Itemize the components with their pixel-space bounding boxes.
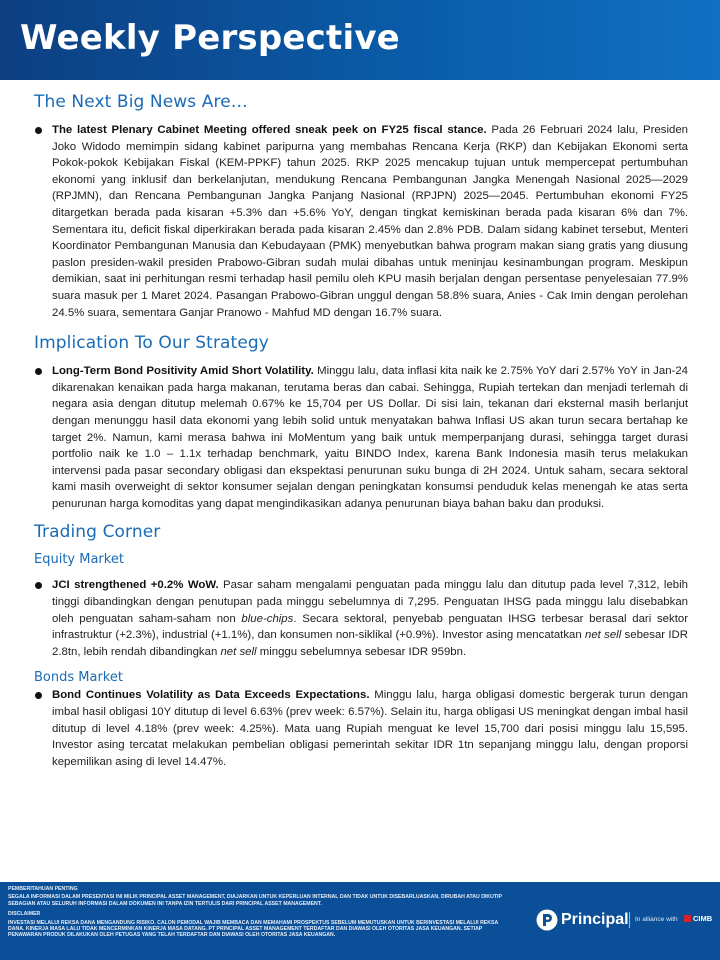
- trading-section-title: Trading Corner: [34, 522, 161, 543]
- strategy-lead: Long-Term Bond Positivity Amid Short Volatility.: [52, 365, 314, 378]
- brand-divider: [629, 912, 630, 928]
- cimb-logo-icon: [684, 915, 691, 922]
- brand-logo: [536, 906, 716, 936]
- partner-name: CIMB: [693, 914, 713, 923]
- bonds-lead: Bond Continues Volatility as Data Exceeds Expectations.: [52, 689, 370, 702]
- news-section: [34, 92, 688, 321]
- news-bullet: [34, 122, 688, 321]
- page-footer: [0, 882, 720, 960]
- bonds-paragraph: [52, 687, 688, 770]
- equity-body-2: . Secara sektoral, penyebab penguatan IHSG terbesar berasal dari sektor infrastruktur (+2.3%), industrial (+1.1%), dan konsumen non-siklikal (+0.9%). Investor asing mencatatkan: [52, 612, 688, 642]
- equity-subtitle: Equity Market: [34, 552, 124, 568]
- news-paragraph: [52, 122, 688, 321]
- page-title: Weekly Perspective: [20, 18, 400, 58]
- equity-paragraph: [52, 577, 688, 660]
- equity-body-4: minggu sebelumnya sebesar IDR 959bn.: [256, 645, 467, 658]
- bullet-icon: [35, 368, 42, 375]
- disclaimer-title: DISCLAIMER: [8, 911, 41, 918]
- strategy-section: [34, 333, 688, 512]
- principal-logo-icon: [536, 909, 558, 931]
- news-body: Pada 26 Februari 2024 lalu, Presiden Joko Widodo memimpin sidang kabinet paripurna yang membahas Rencana Kerja (RKP) dan Kebijakan Ekonomi serta Pokok-pokok Kebijakan Fiskal (KEM-PPKF) tahun 2025. RKP 2025 mencakup tujuan untuk mempercepat pertumbuhan ekonomi yang inklusif dan berkelanjutan, mendukung Rencana Pembangunan Jangka Menengah Nasional 2025—2029 (RPJMN), dan Rencana Pembangunan Jangka Panjang Nasional (RPJPN) 2025—2045. Pertumbuhan ekonomi FY25 ditargetkan berada pada kisaran +5.3% dan +5.6% YoY, dengan tingkat kemiskinan berada pada kisaran 6% dan 7%. Sementara itu, deficit fiskal diperkirakan berada pada kisaran 2.45% dan 2.8% PDB. Dalam sidang kabinet tersebut, Menteri Koordinator Pembangunan Manusia dan Kebudayaan (PMK) menyebutkan bahwa program makan siang gratis yang diusung paslon presiden-wakil presiden Prabowo-Gibran sudah mulai dibahas untuk meninjau kesinambungan program. Meskipun demikian, saat ini perhitungan resmi terhadap hasil pemilu oleh KPU masih berjalan dengan persentase penyelesaian 77.9% suara masuk per 1 Maret 2024. Pasangan Prabowo-Gibran unggul dengan 58.8% suara, Anies - Cak Imin dengan perolehan 24.5% suara, sementara Ganjar Pranowo - Mahfud MD dengan 16.7% suara.: [52, 124, 688, 319]
- strategy-body: Minggu lalu, data inflasi kita naik ke 2.75% YoY dari 2.57% YoY in Jan-24 dikarenakan kenaikan pada harga makanan, terutama beras dan cabai. Sehingga, Rupiah tertekan dan menjadi terlemah di negara asia dengan ditutup melemah 0.67% ke 15,704 per US Dollar. Di sisi lain, tekanan dari eksternal masih berlanjut dengan menunggu hasil data ekonomi yang lebih solid untuk menyatakan bahwa Inflasi US akan turun secara bertahap ke target 2%. Namun, kami merasa bahwa ini MoMentum yang baik untuk memperpanjang durasi, sehingga target durasi portfolio naik ke 1.0 – 1.1x terhadap benchmark, yaitu BINDO Index, karena Bank Indonesia masih terus melakukan intervensi pada pasar secondary obligasi dan ekspektasi penurunan suku bunga di 2H 2024. Untuk saham, secara sektoral kami masih overweight di sektor konsumer sejalan dengan peningkatan konsumsi penduduk kelas menengah ke atas serta penurunan harga komoditas yang dapat mengindikasikan adanya penurunan biaya bahan baku dan produksi.: [52, 365, 688, 510]
- strategy-section-title: Implication To Our Strategy: [34, 333, 269, 354]
- strategy-paragraph: [52, 363, 688, 512]
- bonds-body: Minggu lalu, harga obligasi domestic bergerak turun dengan imbal hasil obligasi 10Y ditutup di level 6.63% (prev week: 6.57%). Selain itu, harga obligasi US meningkat dengan imbal hasil ditutup di level 4.18% (prev week: 4.25%). Mata uang Rupiah menguat ke level 15,700 dari posisi minggu lalu 15,595. Investor asing tercatat melakukan pembelian obligasi pemerintah sekitar IDR 1tn sepanjang minggu lalu, dengan proporsi kepemilikan asing di level 14.47%.: [52, 689, 688, 768]
- brand-name: Principal: [561, 911, 629, 928]
- notice-body: SEGALA INFORMASI DALAM PRESENTASI INI MILIK PRINCIPAL ASSET MANAGEMENT, DIAJARKAN UNTUK KEPERLUAN INTERNAL DAN TIDAK UNTUK DISEBARLUASKAN, DIRUBAH ATAU DIKUTIP SEBAGIAN ATAU SELURUH INFORMASI DALAM DOKUMEN INI TANPA IZIN TERTULIS DARI PRINCIPAL ASSET MANAGEMENT.: [8, 894, 502, 907]
- bonds-bullet: [34, 687, 688, 770]
- equity-bullet: [34, 577, 688, 660]
- equity-lead: JCI strengthened +0.2% WoW.: [52, 579, 219, 592]
- disclaimer-body: INVESTASI MELALUI REKSA DANA MENGANDUNG RISIKO. CALON PEMODAL WAJIB MEMBACA DAN MEMAHAMI PROSPEKTUS SEBELUM MEMUTUSKAN UNTUK BERINVESTASI MELALUI REKSA DANA. KINERJA MASA LALU TIDAK MENCERMINKAN KINERJA MASA DATANG. PT PRINCIPAL ASSET MANAGEMENT TERDAFTAR DAN DIAWASI OLEH OTORITAS JASA KEUANGAN. SETIAP PENAWARAN PRODUK DILAKUKAN OLEH PETUGAS YANG TELAH TERDAFTAR DAN DIAWASI OLEH OTORITAS JASA KEUANGAN.: [8, 919, 499, 939]
- equity-body-1: Pasar saham mengalami penguatan pada minggu lalu dan ditutup pada level 7,312, lebih tinggi dibandingkan dengan penutupan pada minggu sebelumnya di 7,295. Penguatan IHSG pada minggu lalu disebabkan oleh penguatan saham-saham non: [52, 579, 688, 625]
- footer-disclaimer: [8, 886, 513, 941]
- trading-section: [34, 522, 688, 770]
- strategy-bullet: [34, 363, 688, 512]
- equity-italic-1: blue-chips: [241, 612, 294, 625]
- equity-italic-3: net sell: [220, 645, 257, 658]
- bullet-icon: [35, 692, 42, 699]
- equity-body-3: sebesar IDR 2.8tn, lebih rendah dibandingkan: [52, 629, 688, 658]
- bullet-icon: [35, 582, 42, 589]
- alliance-text: In alliance with: [635, 916, 678, 923]
- news-lead: The latest Plenary Cabinet Meeting offered sneak peek on FY25 fiscal stance.: [52, 124, 487, 136]
- bullet-icon: [35, 127, 42, 134]
- news-section-title: The Next Big News Are…: [34, 92, 248, 112]
- page-header: [0, 0, 720, 80]
- equity-italic-2: net sell: [585, 629, 622, 642]
- bonds-subtitle: Bonds Market: [34, 670, 123, 686]
- main-content: [34, 92, 688, 770]
- notice-title: PEMBERITAHUAN PENTING: [8, 886, 78, 892]
